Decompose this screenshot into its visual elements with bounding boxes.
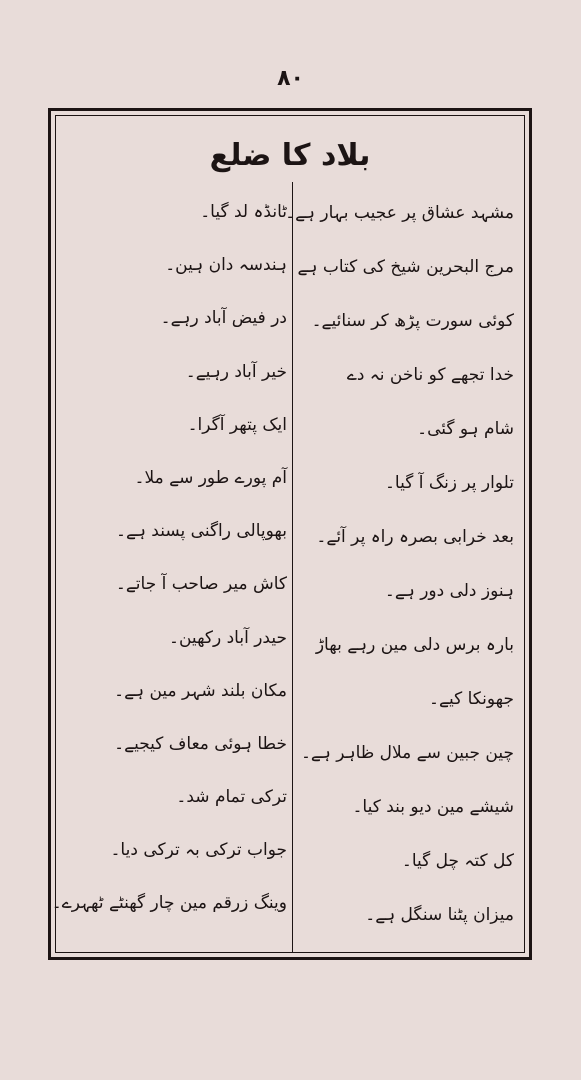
phrase-line: ہنوز دلی دور ہے۔ bbox=[384, 581, 514, 601]
phrase-line: شیشے مین دیو بند کیا۔ bbox=[352, 797, 514, 817]
phrase-line: آم پورے طور سے ملا۔ bbox=[134, 467, 287, 488]
phrase-line: خطا ہوئی معاف کیجیے۔ bbox=[114, 733, 287, 754]
section-heading: بلاد کا ضلع bbox=[209, 138, 371, 173]
phrase-line: در فیض آباد رہے۔ bbox=[160, 308, 287, 329]
page-number: ۸۰ bbox=[277, 66, 304, 91]
phrase-line: بعد خرابی بصرہ راہ پر آئے۔ bbox=[316, 527, 514, 547]
page-frame bbox=[48, 108, 532, 960]
right-column bbox=[285, 186, 514, 942]
phrase-line: کوئی سورت پڑھ کر سنائیے۔ bbox=[311, 311, 514, 331]
phrase-line: وینگ زرقم مین چار گھنٹے ٹھہرے۔ bbox=[51, 893, 287, 914]
phrase-line: تلوار پر زنگ آ گیا۔ bbox=[384, 473, 514, 493]
phrase-line: مشہد عشاق پر عجیب بہار ہے۔ bbox=[285, 203, 514, 223]
phrase-line: ایک پتھر آگرا۔ bbox=[187, 414, 287, 435]
phrase-line: ترکی تمام شد۔ bbox=[176, 787, 287, 808]
phrase-line: خدا تجھے کو ناخن نہ دے bbox=[346, 365, 514, 385]
phrase-line: شام ہو گئی۔ bbox=[417, 419, 514, 439]
phrase-line: مکان بلند شہر مین ہے۔ bbox=[114, 680, 287, 701]
phrase-line: جھونکا کیے۔ bbox=[429, 689, 514, 709]
phrase-line: میزان پٹنا سنگل ہے۔ bbox=[365, 905, 514, 925]
page-frame-inner bbox=[51, 115, 525, 953]
phrase-line: ہندسہ دان ہین۔ bbox=[165, 255, 287, 276]
phrase-line: مرج البحرین شیخ کی کتاب ہے bbox=[297, 257, 514, 277]
phrase-line: ٹانڈہ لد گیا۔ bbox=[200, 202, 287, 222]
phrase-line: بھوپالی راگنی پسند ہے۔ bbox=[116, 521, 287, 542]
phrase-line: بارہ برس دلی مین رہے بھاڑ bbox=[315, 635, 514, 655]
phrase-line: کل کتہ چل گیا۔ bbox=[401, 851, 514, 871]
phrase-line: چین جبین سے ملال ظاہر ہے۔ bbox=[300, 743, 514, 763]
left-column bbox=[51, 186, 287, 931]
phrase-line: جواب ترکی بہ ترکی دیا۔ bbox=[110, 840, 287, 861]
phrase-line: حیدر آباد رکھین۔ bbox=[169, 627, 287, 648]
phrase-line: خیر آباد رہیے۔ bbox=[185, 361, 287, 382]
phrase-line: کاش میر صاحب آ جاتے۔ bbox=[115, 574, 287, 595]
